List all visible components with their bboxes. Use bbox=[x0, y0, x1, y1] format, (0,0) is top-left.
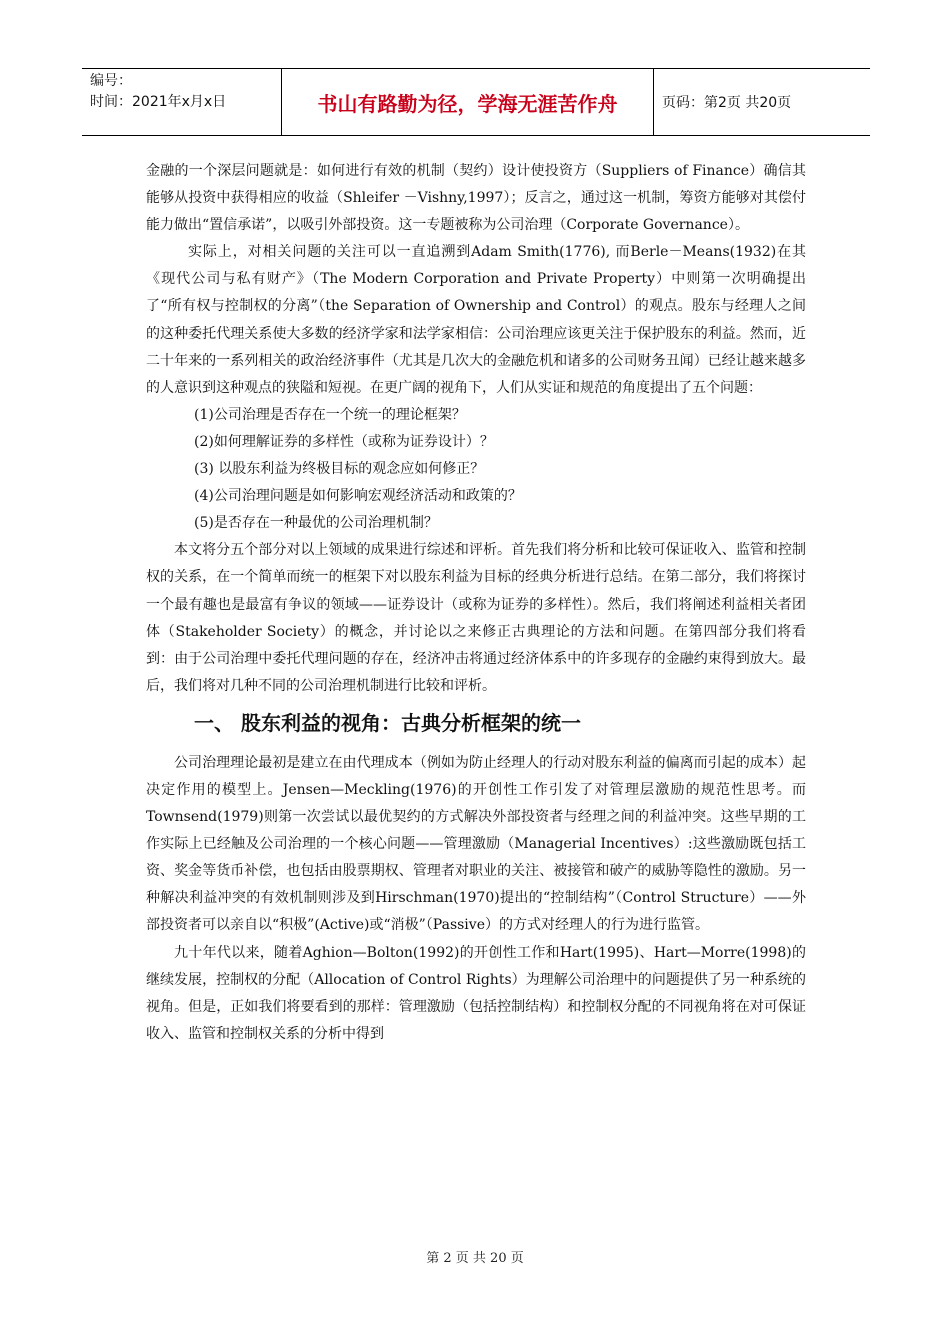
list-item: (5)是否存在一种最优的公司治理机制？ bbox=[194, 515, 438, 532]
list-item: (1)公司治理是否存在一个统一的理论框架？ bbox=[194, 406, 466, 423]
section-heading: 一、 股东利益的视角：古典分析框架的统一 bbox=[194, 710, 581, 735]
document-body bbox=[146, 158, 806, 1048]
list-item: (4)公司治理问题是如何影响宏观经济活动和政策的？ bbox=[194, 488, 522, 505]
list-item: (3) 以股东利益为终极目标的观念应如何修正？ bbox=[194, 461, 485, 478]
page-footer: 第 2 页 共 20 页 bbox=[426, 1251, 524, 1266]
header-motto: 书山有路勤为径，学海无涯苦作舟 bbox=[282, 69, 654, 135]
document-number-label: 编号： bbox=[90, 73, 132, 89]
paragraph: 九十年代以来，随着Aghion—Bolton(1992)的开创性工作和Hart(1995)、Hart—Morre(1998)的继续发展，控制权的分配（Allocation of Control Rights）为理解公司治理中的问题提供了另一种系统的视角。但是，正如我们将要看到的那样：管理激励（包括控制结构）和控制权分配的不同视角将在对可保证收入、监管和控制权关系的分析中得到 bbox=[146, 944, 806, 1042]
question-list bbox=[146, 402, 806, 537]
header-page-info: 页码：第2页 共20页 bbox=[662, 95, 792, 111]
paragraph: 公司治理理论最初是建立在由代理成本（例如为防止经理人的行动对股东利益的偏离而引起的成本）起决定作用的模型上。Jensen—Meckling(1976)的开创性工作引发了对管理层激励的规范性思考。而Townsend(1979)则第一次尝试以最优契约的方式解决外部投资者与经理之间的利益冲突。这些早期的工作实际上已经触及公司治理的一个核心问题——管理激励（Managerial Incentives）:这些激励既包括工资、奖金等货币补偿，也包括由股票期权、管理者对职业的关注、被接管和破产的威胁等隐性的激励。另一种解决利益冲突的有效机制则涉及到Hirschman(1970)提出的“控制结构”（Control Structure）——外部投资者可以亲自以“积极”(Active)或“消极”（Passive）的方式对经理人的行为进行监管。 bbox=[146, 754, 806, 934]
document-date: 时间：2021年x月x日 bbox=[90, 94, 227, 110]
paragraph: 本文将分五个部分对以上领域的成果进行综述和评析。首先我们将分析和比较可保证收入、监管和控制权的关系，在一个简单而统一的框架下对以股东利益为目标的经典分析进行总结。在第二部分，我们将探讨一个最有趣也是最富有争议的领域——证券设计（或称为证券的多样性）。然后，我们将阐述利益相关者团体（Stakeholder Society）的概念，并讨论以之来修正古典理论的方法和问题。在第四部分我们将看到：由于公司治理中委托代理问题的存在，经济冲击将通过经济体系中的许多现存的金融约束得到放大。最后，我们将对几种不同的公司治理机制进行比较和评析。 bbox=[146, 542, 806, 694]
paragraph: 金融的一个深层问题就是：如何进行有效的机制（契约）设计使投资方（Suppliers of Finance）确信其能够从投资中获得相应的收益（Shleifer －Vishny,1997）；反言之，通过这一机制，筹资方能够对其偿付能力做出“置信承诺”，以吸引外部投资。这一专题被称为公司治理（Corporate Governance）。 bbox=[146, 163, 806, 234]
header-meta bbox=[82, 69, 282, 135]
page-header bbox=[82, 68, 870, 136]
paragraph: 实际上，对相关问题的关注可以一直追溯到Adam Smith(1776), 而Berle－Means(1932)在其《现代公司与私有财产》（The Modern Corporation and Private Property）中则第一次明确提出了“所有权与控制权的分离”（the Separation of Ownership and Control）的观点。股东与经理人之间的这种委托代理关系使大多数的经济学家和法学家相信：公司治理应该更关注于保护股东的利益。然而，近二十年来的一系列相关的政治经济事件（尤其是几次大的金融危机和诸多的公司财务丑闻）已经让越来越多的人意识到这种观点的狭隘和短视。在更广阔的视角下，人们从实证和规范的角度提出了五个问题： bbox=[146, 244, 806, 396]
list-item: (2)如何理解证券的多样性（或称为证券设计）？ bbox=[194, 433, 494, 450]
